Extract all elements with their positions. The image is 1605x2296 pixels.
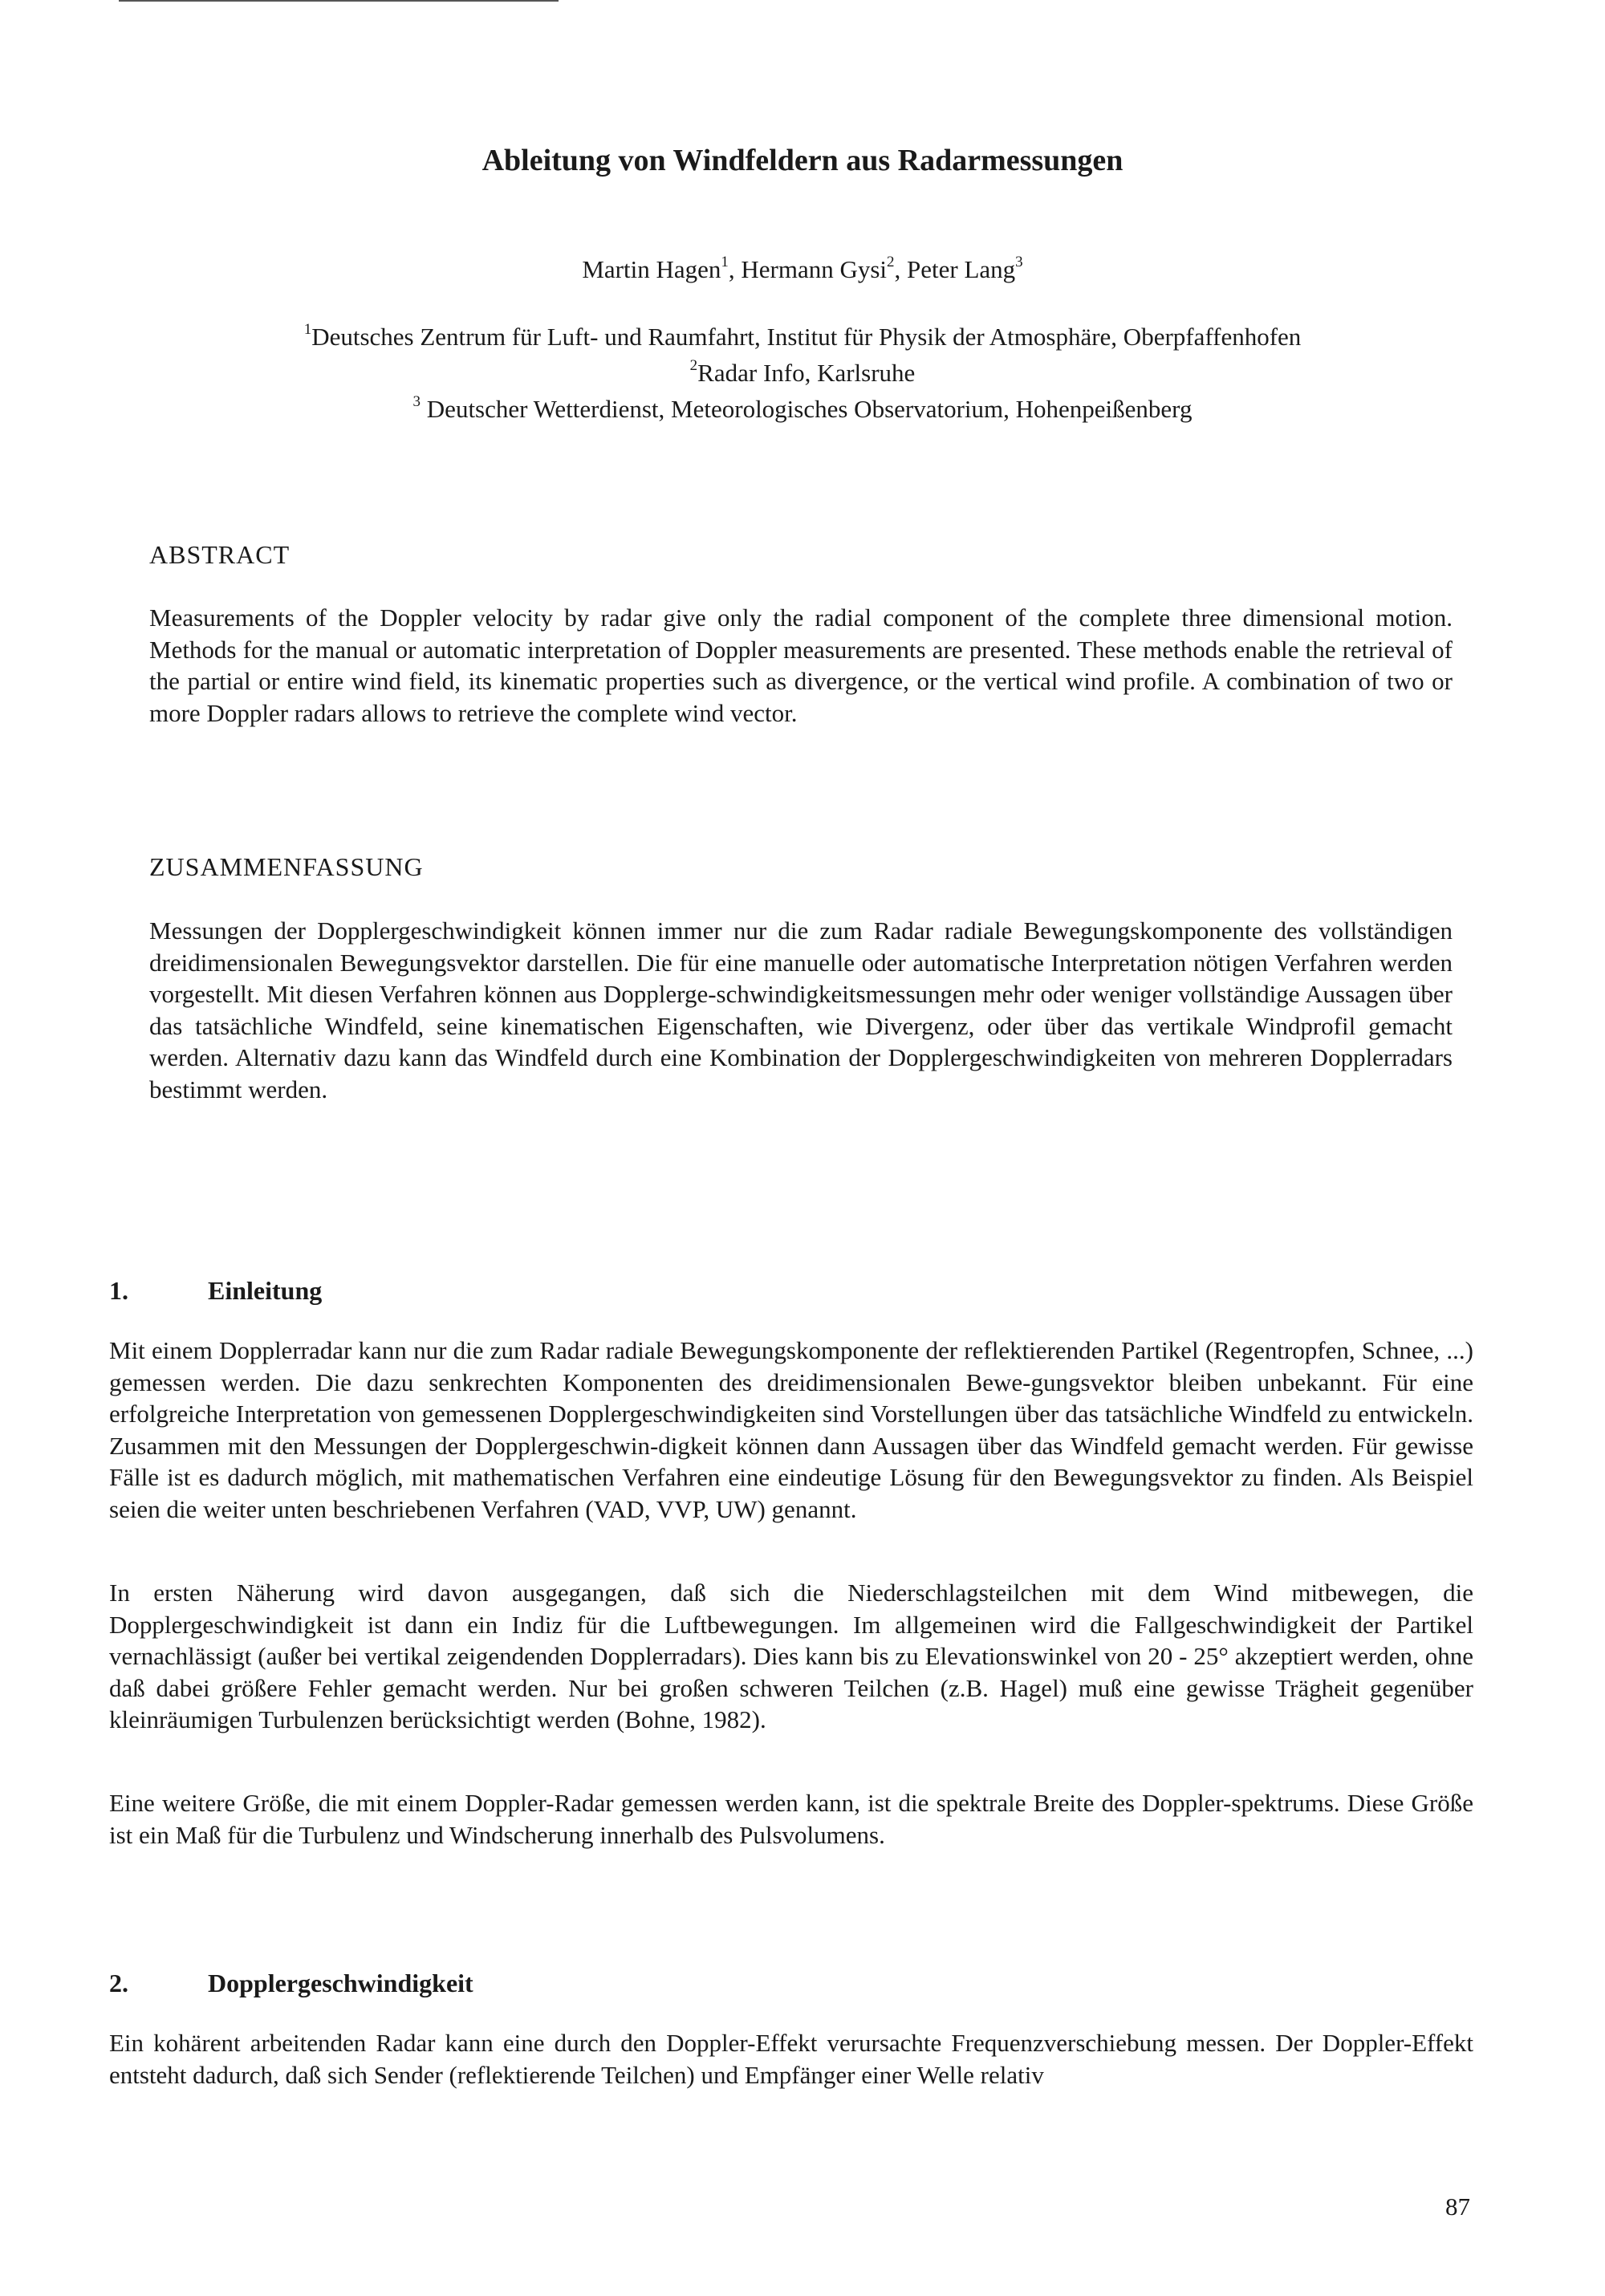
body-paragraph: Mit einem Dopplerradar kann nur die zum Radar radiale Bewegungskomponente der reflektierenden Partikel (Regentropfen, Schnee, ...) gemessen werden. Die dazu senkrechten Komponenten des dreidimensionalen Bewe-gungsvektor bleiben unbekannt. Für eine erfolgreiche Interpretation von gemessenen Dopplergeschwindigkeiten sind Vorstellungen über das tatsächliche Windfeld zu entwickeln. Zusammen mit den Messungen der Dopplergeschwin-digkeit können dann Aussagen über das Windfeld gemacht werden. Für gewisse Fälle ist es dadurch möglich, mit mathematischen Verfahren eine eindeutige Lösung für den Bewegungsvektor zu finden. Als Beispiel seien die weiter unten beschriebenen Verfahren (VAD, VVP, UW) genannt. xyxy=(109,1336,1473,1523)
affiliation-text: Deutsches Zentrum für Luft- und Raumfahrt, Institut für Physik der Atmosphäre, Oberpfaffenhofen xyxy=(311,323,1302,351)
body-paragraph: In ersten Näherung wird davon ausgegangen, daß sich die Niederschlagsteilchen mit dem Wind mitbewegen, die Dopplergeschwindigkeit ist dann ein Indiz für die Luftbewegungen. Im allgemeinen wird die Fallgeschwindigkeit der Partikel vernachlässigt (außer bei vertikal zeigendenden Dopplerradars). Dies kann bis zu Elevationswinkel von 20 - 25° akzeptiert werden, ohne daß dabei größere Fehler gemacht werden. Nur bei großen schweren Teilchen (z.B. Hagel) muß eine gewisse Trägheit gegenüber kleinräumigen Turbulenzen berücksichtigt werden (Bohne, 1982). xyxy=(109,1579,1473,1733)
section-title: Einleitung xyxy=(208,1276,323,1305)
top-rule xyxy=(119,0,559,2)
author-separator: , xyxy=(894,255,908,283)
author-separator: , xyxy=(728,255,742,283)
affiliation-2 xyxy=(0,359,1605,388)
section-number: 1. xyxy=(109,1276,128,1305)
author-superscript: 1 xyxy=(721,254,729,270)
abstract-text: Measurements of the Doppler velocity by radar give only the radial component of the complete three dimensional motion. Methods for the manual or automatic interpretation of Doppler measurements are presented. These methods enable the retrieval of the partial or entire wind field, its kinematic properties such as divergence, or the vertical wind profile. A combination of two or more Doppler radars allows to retrieve the complete wind vector. xyxy=(149,603,1453,727)
section-title: Dopplergeschwindigkeit xyxy=(208,1969,473,1997)
affiliation-superscript: 2 xyxy=(689,357,698,374)
body-paragraph: Eine weitere Größe, die mit einem Doppler-Radar gemessen werden kann, ist die spektrale Breite des Doppler-spektrums. Diese Größe ist ein Maß für die Turbulenz und Windscherung innerhalb des Pulsvolumens. xyxy=(109,1789,1473,1849)
abstract-heading: ABSTRACT xyxy=(149,540,291,569)
section-heading-dopplergeschwindigkeit xyxy=(109,1969,473,1998)
section-number: 2. xyxy=(109,1969,128,1997)
affiliation-text: Radar Info, Karlsruhe xyxy=(697,359,916,387)
paper-title: Ableitung von Windfeldern aus Radarmessungen xyxy=(482,144,1124,177)
page-number: 87 xyxy=(1445,2192,1470,2221)
author-superscript: 3 xyxy=(1015,254,1023,270)
affiliation-1 xyxy=(0,323,1605,352)
section-heading-einleitung xyxy=(109,1276,322,1306)
affiliation-3 xyxy=(0,395,1605,424)
affiliation-superscript: 1 xyxy=(303,321,312,338)
author-name: Hermann Gysi xyxy=(741,255,888,283)
author-name: Peter Lang xyxy=(907,255,1016,283)
author-superscript: 2 xyxy=(887,254,895,270)
affiliation-superscript: 3 xyxy=(412,393,421,410)
zusammenfassung-text: Messungen der Dopplergeschwindigkeit können immer nur die zum Radar radiale Bewegungskomponente des vollständigen dreidimensionalen Bewegungsvektor darstellen. Die für eine manuelle oder automatische Interpretation nötigen Verfahren werden vorgestellt. Mit diesen Verfahren können aus Dopplerge-schwindigkeitsmessungen mehr oder weniger vollständige Aussagen über das tatsächliche Windfeld, seine kinematischen Eigenschaften, wie Divergenz, oder über das vertikale Windprofil gemacht werden. Alternativ dazu kann das Windfeld durch eine Kombination der Dopplergeschwindigkeiten von mehreren Dopplerradars bestimmt werden. xyxy=(149,916,1453,1103)
affiliation-text: Deutscher Wetterdienst, Meteorologisches Observatorium, Hohenpeißenberg xyxy=(421,395,1193,423)
zusammenfassung-heading: ZUSAMMENFASSUNG xyxy=(149,852,424,881)
author-name: Martin Hagen xyxy=(582,255,721,283)
body-paragraph: Ein kohärent arbeitenden Radar kann eine durch den Doppler-Effekt verursachte Frequenzverschiebung messen. Der Doppler-Effekt entsteht dadurch, daß sich Sender (reflektierende Teilchen) und Empfänger einer Welle relativ xyxy=(109,2029,1473,2089)
author-line xyxy=(0,255,1605,284)
